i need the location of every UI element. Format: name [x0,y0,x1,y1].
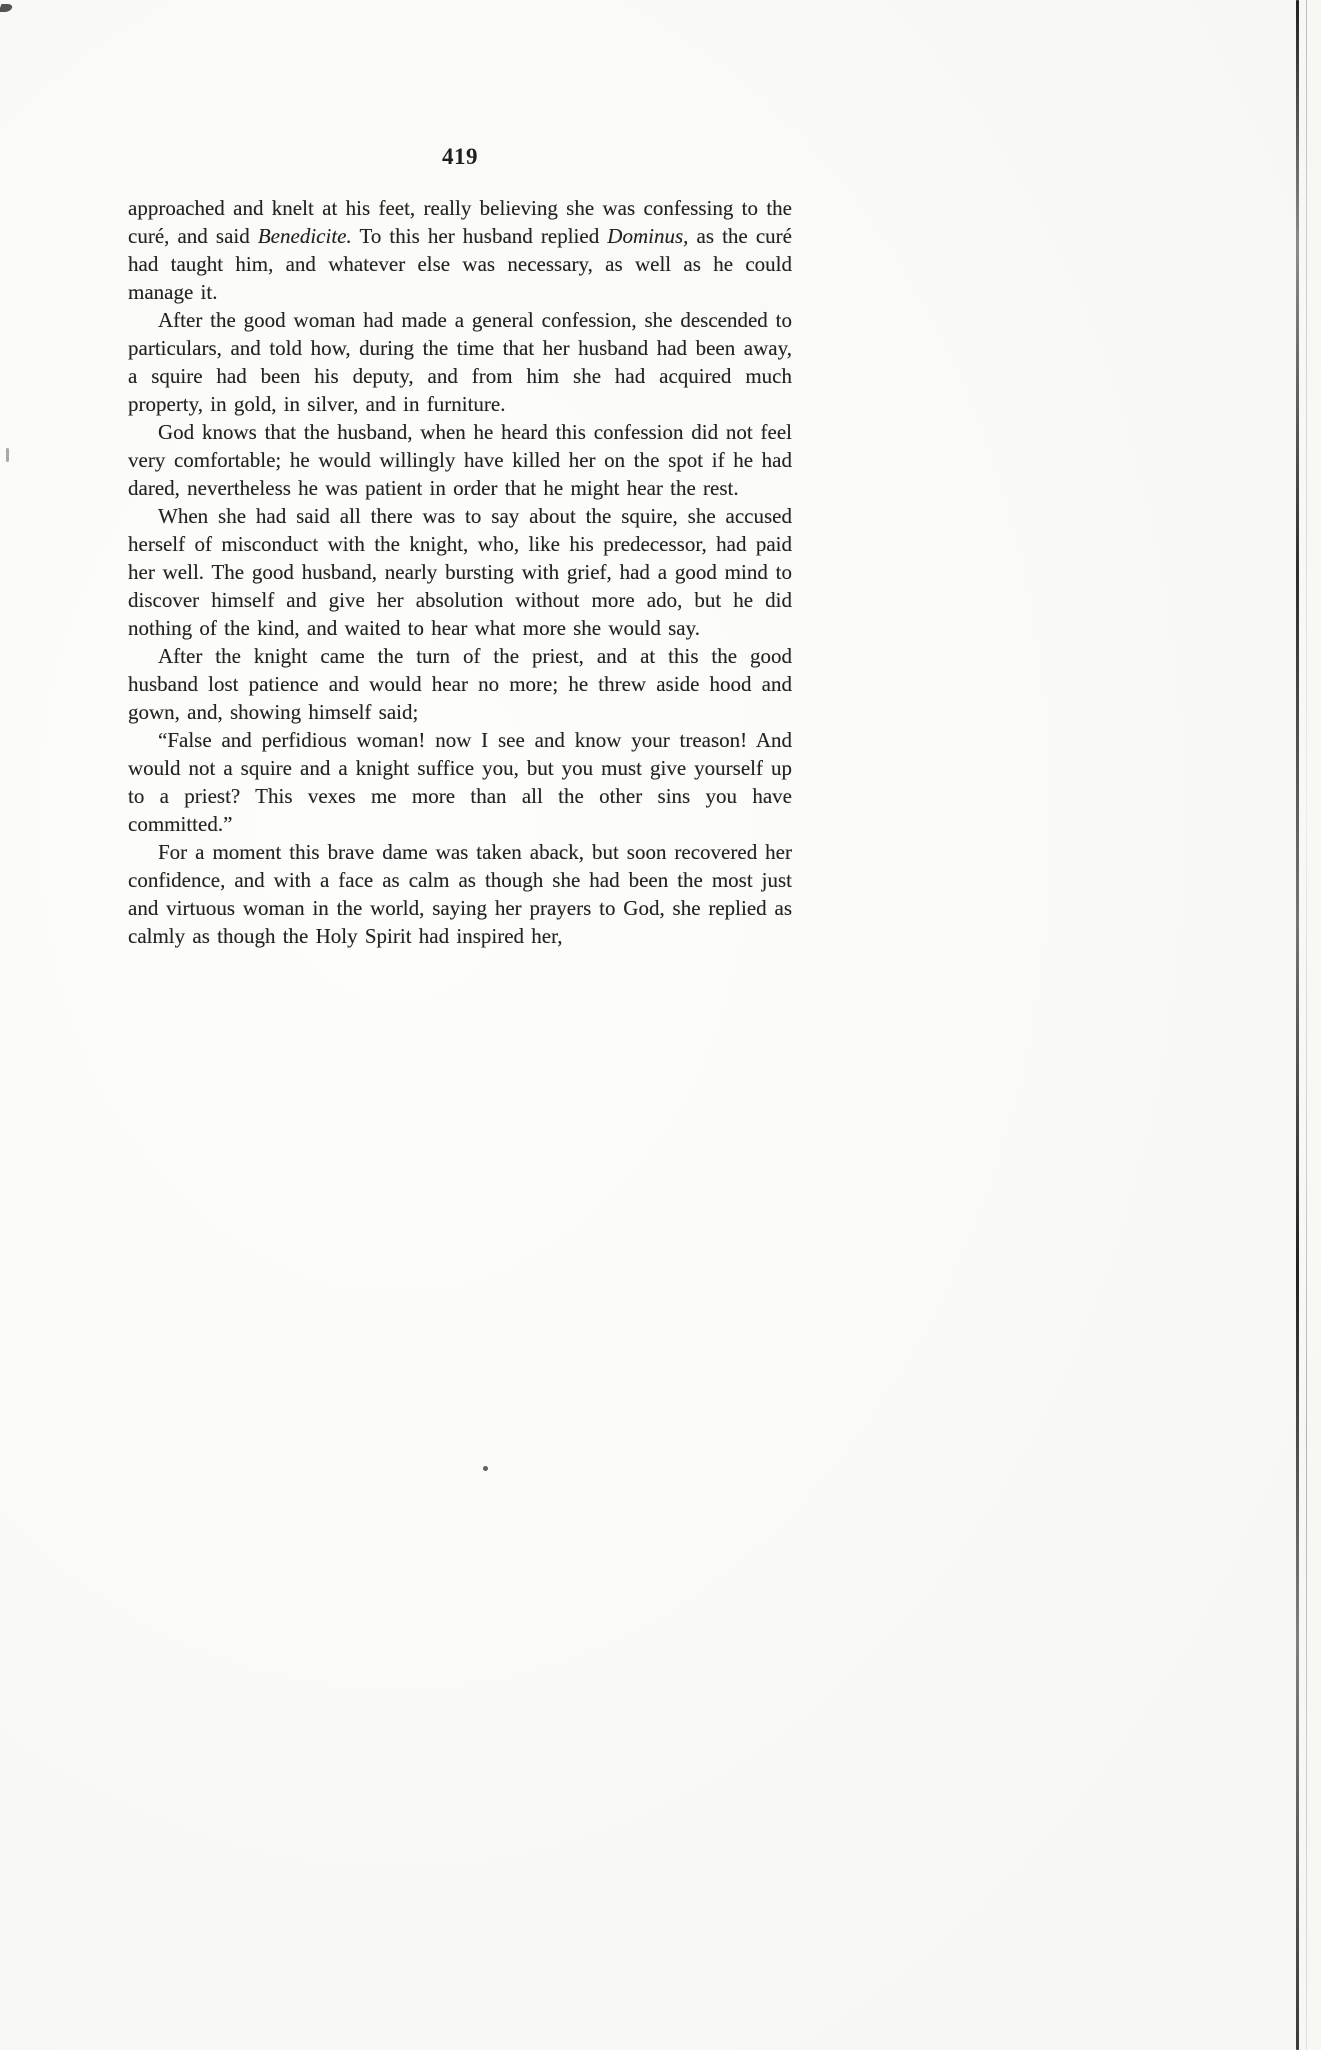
text-segment: After the good woman had made a general confession, she descended to particulars, and told how, during the time that her husband had been away, a squire had been his deputy, and from him she had acquired much property, in gold, in silver, and in furniture. [128,308,792,416]
italic-text-segment: Dominus, [607,224,689,248]
text-segment: as the curé had taught him, and whatever else was necessary, as well as he could manage it. [128,224,792,304]
page-edge-line [1296,0,1299,2050]
text-segment: For a moment this brave dame was taken aback, but soon recovered her confidence, and with a face as calm as though she had been the most just and virtuous woman in the world, saying her prayers to God, she replied as calmly as though the Holy Spirit had inspired her, [128,840,792,948]
scan-speck [483,1466,488,1471]
italic-text-segment: Benedicite. [257,224,352,248]
text-segment: To this her husband replied [351,224,608,248]
paragraph [128,306,792,418]
paragraph [128,838,792,950]
paragraph [128,194,792,306]
scan-speck [6,448,9,462]
paragraph [128,642,792,726]
text-segment: “False and perfidious woman! now I see and know your treason! And would not a squire and a knight suffice you, but you must give yourself up to a priest? This vexes me more than all the other sins you have committed.” [128,728,792,836]
text-segment: approached and knelt at his feet, really believing she was confessing to the curé, and said [128,196,792,248]
page-edge-line-faint [1306,0,1307,2050]
text-segment: God knows that the husband, when he heard this confession did not feel very comfortable; he would willingly have killed her on the spot if he had dared, nevertheless he was patient in order that he might hear the rest. [128,420,792,500]
paragraph [128,418,792,502]
text-segment: After the knight came the turn of the priest, and at this the good husband lost patience and would hear no more; he threw aside hood and gown, and, showing himself said; [128,644,792,724]
page-number: 419 [442,144,478,169]
paragraph [128,726,792,838]
text-segment: When she had said all there was to say about the squire, she accused herself of misconduct with the knight, who, like his predecessor, had paid her well. The good husband, nearly bursting with grief, had a good mind to discover himself and give her absolution without more ado, but he did nothing of the kind, and waited to hear what more she would say. [128,504,792,640]
paragraph [128,502,792,642]
scan-artifact-corner [0,4,13,12]
page-text [128,194,792,950]
